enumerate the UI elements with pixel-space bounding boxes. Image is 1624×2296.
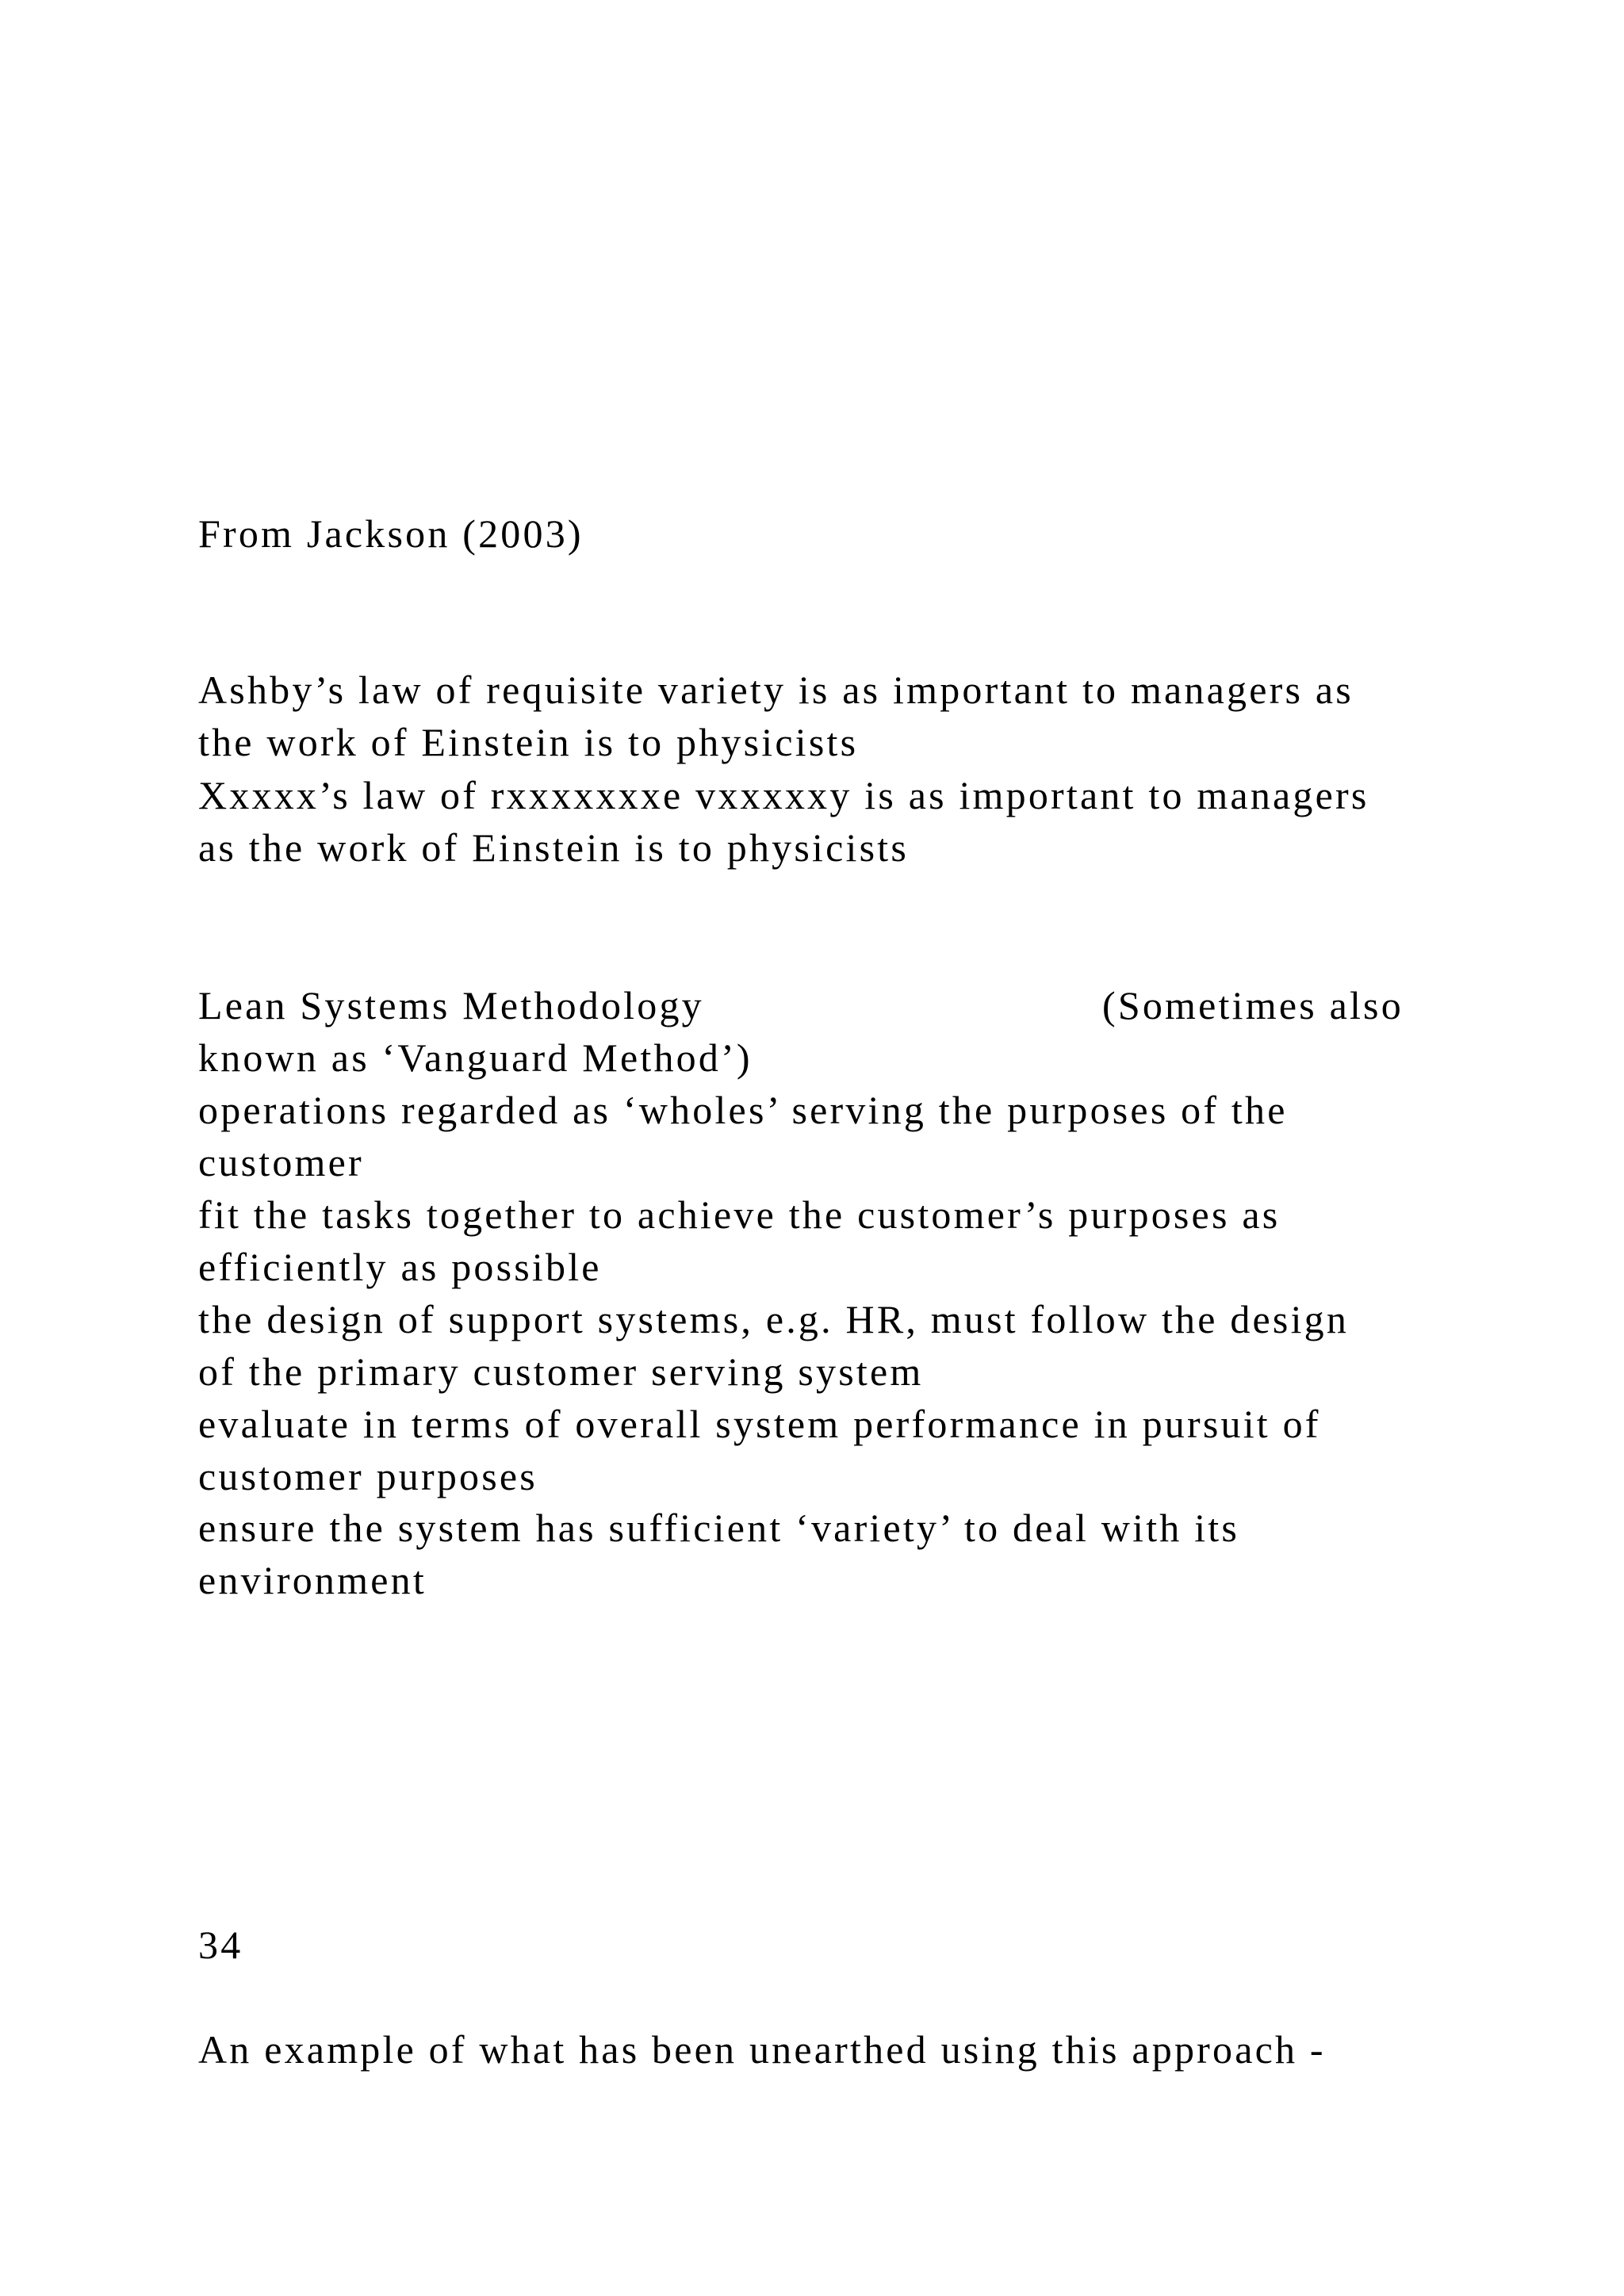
point-3-line-1: the design of support systems, e.g. HR, must follow the design bbox=[198, 1297, 1350, 1341]
lean-systems-aside: (Sometimes also bbox=[1102, 983, 1404, 1027]
lean-systems-title: Lean Systems Methodology bbox=[198, 983, 704, 1027]
lean-systems-aside-continued: known as ‘Vanguard Method’) bbox=[198, 1035, 753, 1080]
point-2-line-1: fit the tasks together to achieve the customer’s purposes as bbox=[198, 1192, 1281, 1237]
point-3-line-2: of the primary customer serving system bbox=[198, 1349, 924, 1394]
point-4-line-2: customer purposes bbox=[198, 1454, 538, 1498]
masked-statement-line-1: Xxxxx’s law of rxxxxxxxe vxxxxxy is as important to managers bbox=[198, 773, 1369, 817]
masked-statement-line-2: as the work of Einstein is to physicists bbox=[198, 825, 909, 870]
source-heading: From Jackson (2003) bbox=[198, 511, 584, 556]
point-4-line-1: evaluate in terms of overall system performance in pursuit of bbox=[198, 1402, 1321, 1446]
point-2-line-2: efficiently as possible bbox=[198, 1245, 602, 1289]
closing-line: An example of what has been unearthed using this approach - bbox=[198, 2027, 1326, 2072]
point-1-line-2: customer bbox=[198, 1140, 364, 1184]
ashby-statement-line-1: Ashby’s law of requisite variety is as important to managers as bbox=[198, 668, 1354, 712]
point-5-line-1: ensure the system has sufficient ‘variety’ to deal with its bbox=[198, 1506, 1240, 1550]
point-5-line-2: environment bbox=[198, 1558, 427, 1602]
point-1-line-1: operations regarded as ‘wholes’ serving the purposes of the bbox=[198, 1088, 1288, 1132]
page-number: 34 bbox=[198, 1923, 243, 1967]
ashby-statement-line-2: the work of Einstein is to physicists bbox=[198, 720, 859, 764]
